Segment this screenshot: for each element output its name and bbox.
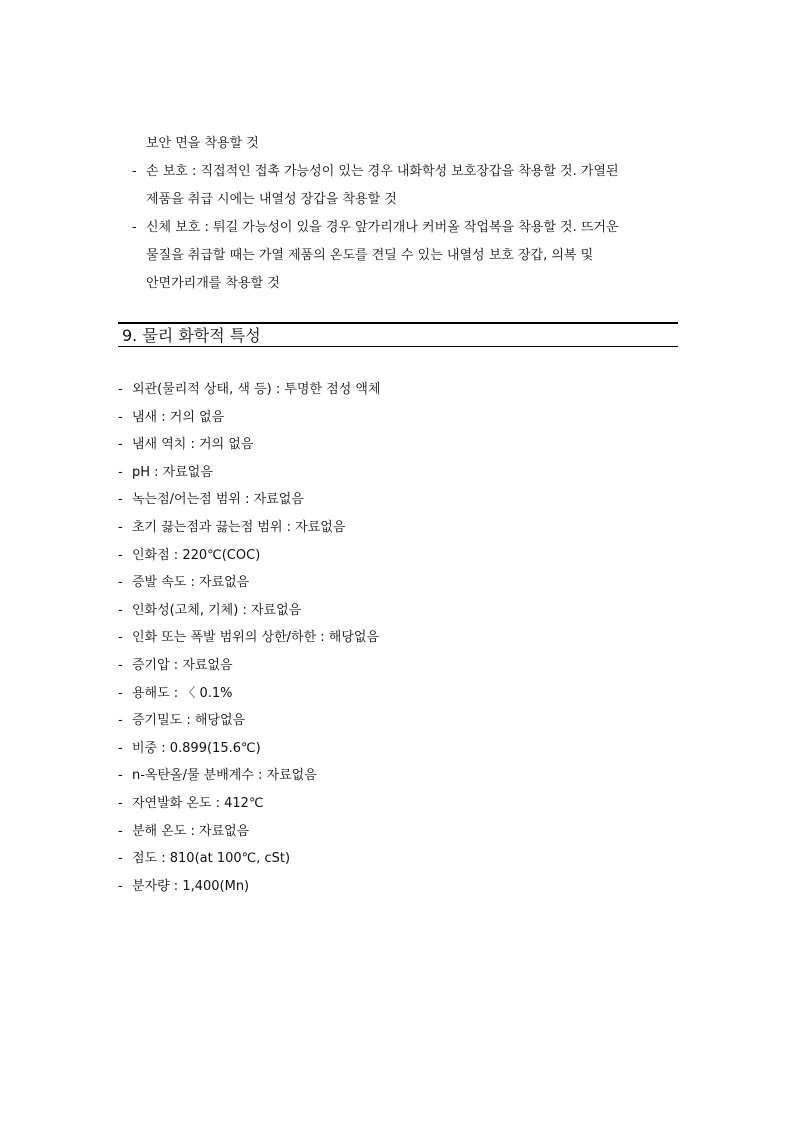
property-bullet: - [118,795,123,811]
property-text: 분자량 : 1,400(Mn) [132,878,250,894]
property-item [118,652,678,680]
property-text: 녹는점/어는점 범위 : 자료없음 [132,492,304,508]
property-text: 외관(물리적 상태, 색 등) : 투명한 점성 액체 [132,382,381,397]
property-text: 인화점 : 220℃(COC) [132,547,261,563]
property-bullet: - [118,519,123,535]
property-bullet: - [118,575,123,591]
section-9-header [118,322,678,347]
property-bullet: - [118,740,123,756]
property-bullet: - [118,602,123,618]
body-protection-line-2 [118,242,678,270]
property-item [118,431,678,459]
property-text: n-옥탄올/물 분배계수 : 자료없음 [132,768,317,784]
property-item [118,486,678,514]
property-bullet: - [118,657,123,673]
property-bullet: - [118,823,123,839]
body-protection-text-3: 안면가리개를 착용할 것 [146,276,280,291]
eye-protection-line [118,130,678,158]
property-text: 증기밀도 : 해당없음 [132,713,246,729]
property-item [118,735,678,763]
property-bullet: - [118,464,123,480]
property-item [118,873,678,901]
eye-protection-text: 보안 면을 착용할 것 [146,136,259,151]
property-text: 점도 : 810(at 100℃, cSt) [132,851,291,867]
property-text: 인화성(고체, 기체) : 자료없음 [132,602,302,618]
property-item [118,514,678,542]
protective-equipment-continued [118,130,678,298]
body-protection-text-2: 물질을 취급할 때는 가열 제품의 온도를 견딜 수 있는 내열성 보호 장갑, 의복 및 [146,248,594,263]
property-bullet: - [118,630,123,646]
body-protection-line-3 [118,270,678,298]
property-item [118,707,678,735]
property-text: 인화 또는 폭발 범위의 상한/하한 : 해당없음 [132,630,380,646]
property-bullet: - [118,437,123,453]
body-protection-text-1: 신체 보호 : 튀길 가능성이 있을 경우 앞가리개나 커버올 작업복을 착용할 것. 뜨거운 [146,220,619,235]
property-item [118,624,678,652]
property-text: 자연발화 온도 : 412℃ [132,795,264,811]
property-item [118,459,678,487]
property-text: pH : 자료없음 [132,464,213,480]
property-text: 증발 속도 : 자료없음 [132,575,250,591]
hand-protection-text-2: 제품을 취급 시에는 내열성 장갑을 착용할 것 [146,192,397,207]
hand-protection-line-2 [118,186,678,214]
property-bullet: - [118,685,123,701]
property-bullet: - [118,713,123,729]
body-protection-line-1 [118,214,678,242]
property-item [118,818,678,846]
hand-protection-bullet: - [132,164,137,179]
property-text: 비중 : 0.899(15.6℃) [132,740,261,756]
property-item [118,762,678,790]
property-item [118,597,678,625]
property-bullet: - [118,768,123,784]
property-bullet: - [118,878,123,894]
property-bullet: - [118,547,123,563]
property-item [118,404,678,432]
property-bullet: - [118,382,123,397]
property-item [118,542,678,570]
section-title: 9. 물리 화학적 특성 [122,326,261,345]
property-text: 용해도 : 〈 0.1% [132,685,233,701]
property-item [118,790,678,818]
property-item [118,845,678,873]
property-bullet: - [118,851,123,867]
property-text: 냄새 역치 : 거의 없음 [132,437,254,453]
property-item [118,569,678,597]
property-text: 증기압 : 자료없음 [132,657,233,673]
properties-list [118,376,678,900]
property-item [118,376,678,404]
property-text: 분해 온도 : 자료없음 [132,823,250,839]
body-protection-bullet: - [132,220,137,235]
property-text: 초기 끓는점과 끓는점 범위 : 자료없음 [132,519,346,535]
property-bullet: - [118,492,123,508]
hand-protection-line-1 [118,158,678,186]
property-bullet: - [118,409,123,425]
property-text: 냄새 : 거의 없음 [132,409,225,425]
hand-protection-text-1: 손 보호 : 직접적인 접촉 가능성이 있는 경우 내화학성 보호장갑을 착용할 것. 가열된 [146,164,619,179]
property-item [118,680,678,708]
